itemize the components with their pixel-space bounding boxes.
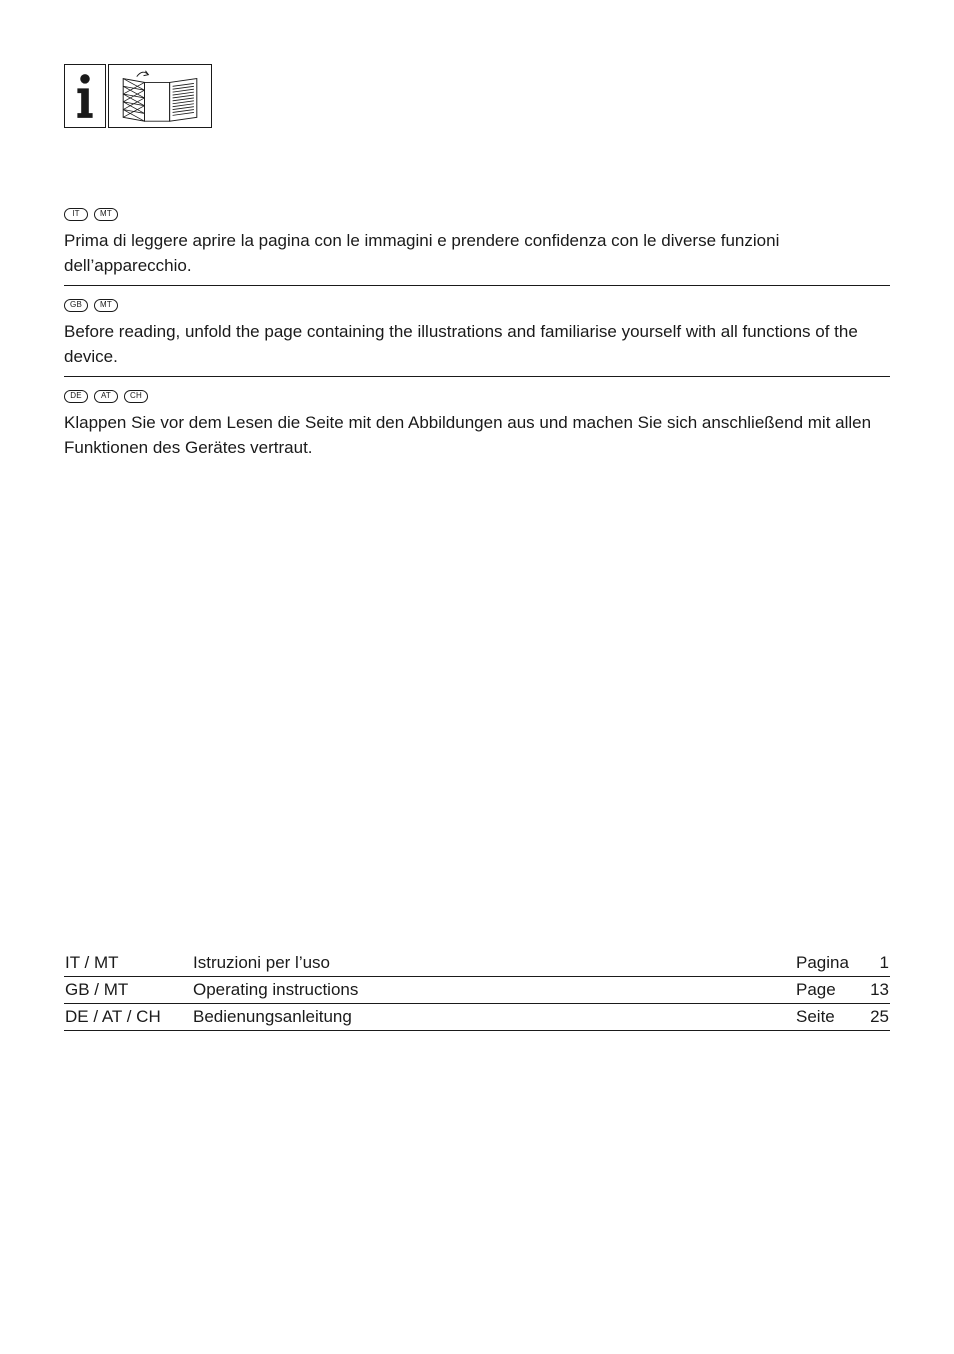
instruction-text: Prima di leggere aprire la pagina con le immagini e prendere confidenza con le diverse funzioni dell’apparecchio. — [64, 231, 780, 275]
info-icon — [65, 65, 105, 127]
fold-out-page-icon — [109, 65, 211, 127]
divider — [64, 285, 890, 286]
instruction-text: Klappen Sie vor dem Lesen die Seite mit den Abbildungen aus und machen Sie sich anschließend mit allen Funktionen des Gerätes vertraut. — [64, 413, 872, 457]
toc-row — [64, 1004, 890, 1031]
toc-page-number: 1 — [879, 953, 889, 972]
flag-badge: IT — [64, 208, 88, 221]
toc-row — [64, 950, 890, 977]
section-it-mt — [64, 206, 890, 278]
toc-title: Istruzioni per l’uso — [193, 953, 331, 972]
flag-badge: DE — [64, 390, 88, 403]
toc-row — [64, 977, 890, 1004]
section-de-at-ch — [64, 388, 890, 460]
divider — [64, 376, 890, 377]
flag-badge: CH — [124, 390, 148, 403]
language-flags — [64, 297, 890, 313]
language-flags — [64, 388, 890, 404]
language-flags — [64, 206, 890, 222]
toc-language: IT / MT — [65, 953, 119, 972]
toc-page-number: 13 — [870, 980, 889, 999]
table-of-contents — [64, 950, 890, 1031]
flag-badge: MT — [94, 208, 118, 221]
toc-title: Operating instructions — [193, 980, 359, 999]
info-icon-box — [64, 64, 106, 128]
toc-title: Bedienungsanleitung — [193, 1007, 352, 1026]
instruction-text: Before reading, unfold the page containing the illustrations and familiarise yourself with all functions of the device. — [64, 322, 858, 366]
flag-badge: MT — [94, 299, 118, 312]
section-gb-mt — [64, 297, 890, 369]
toc-page-word: Pagina — [796, 953, 849, 972]
toc-page-word: Page — [796, 980, 836, 999]
toc-language: DE / AT / CH — [65, 1007, 161, 1026]
flag-badge: AT — [94, 390, 118, 403]
toc-page-word: Seite — [796, 1007, 835, 1026]
toc-language: GB / MT — [65, 980, 129, 999]
fold-out-page-icon-box — [108, 64, 212, 128]
toc-page-number: 25 — [870, 1007, 889, 1026]
flag-badge: GB — [64, 299, 88, 312]
